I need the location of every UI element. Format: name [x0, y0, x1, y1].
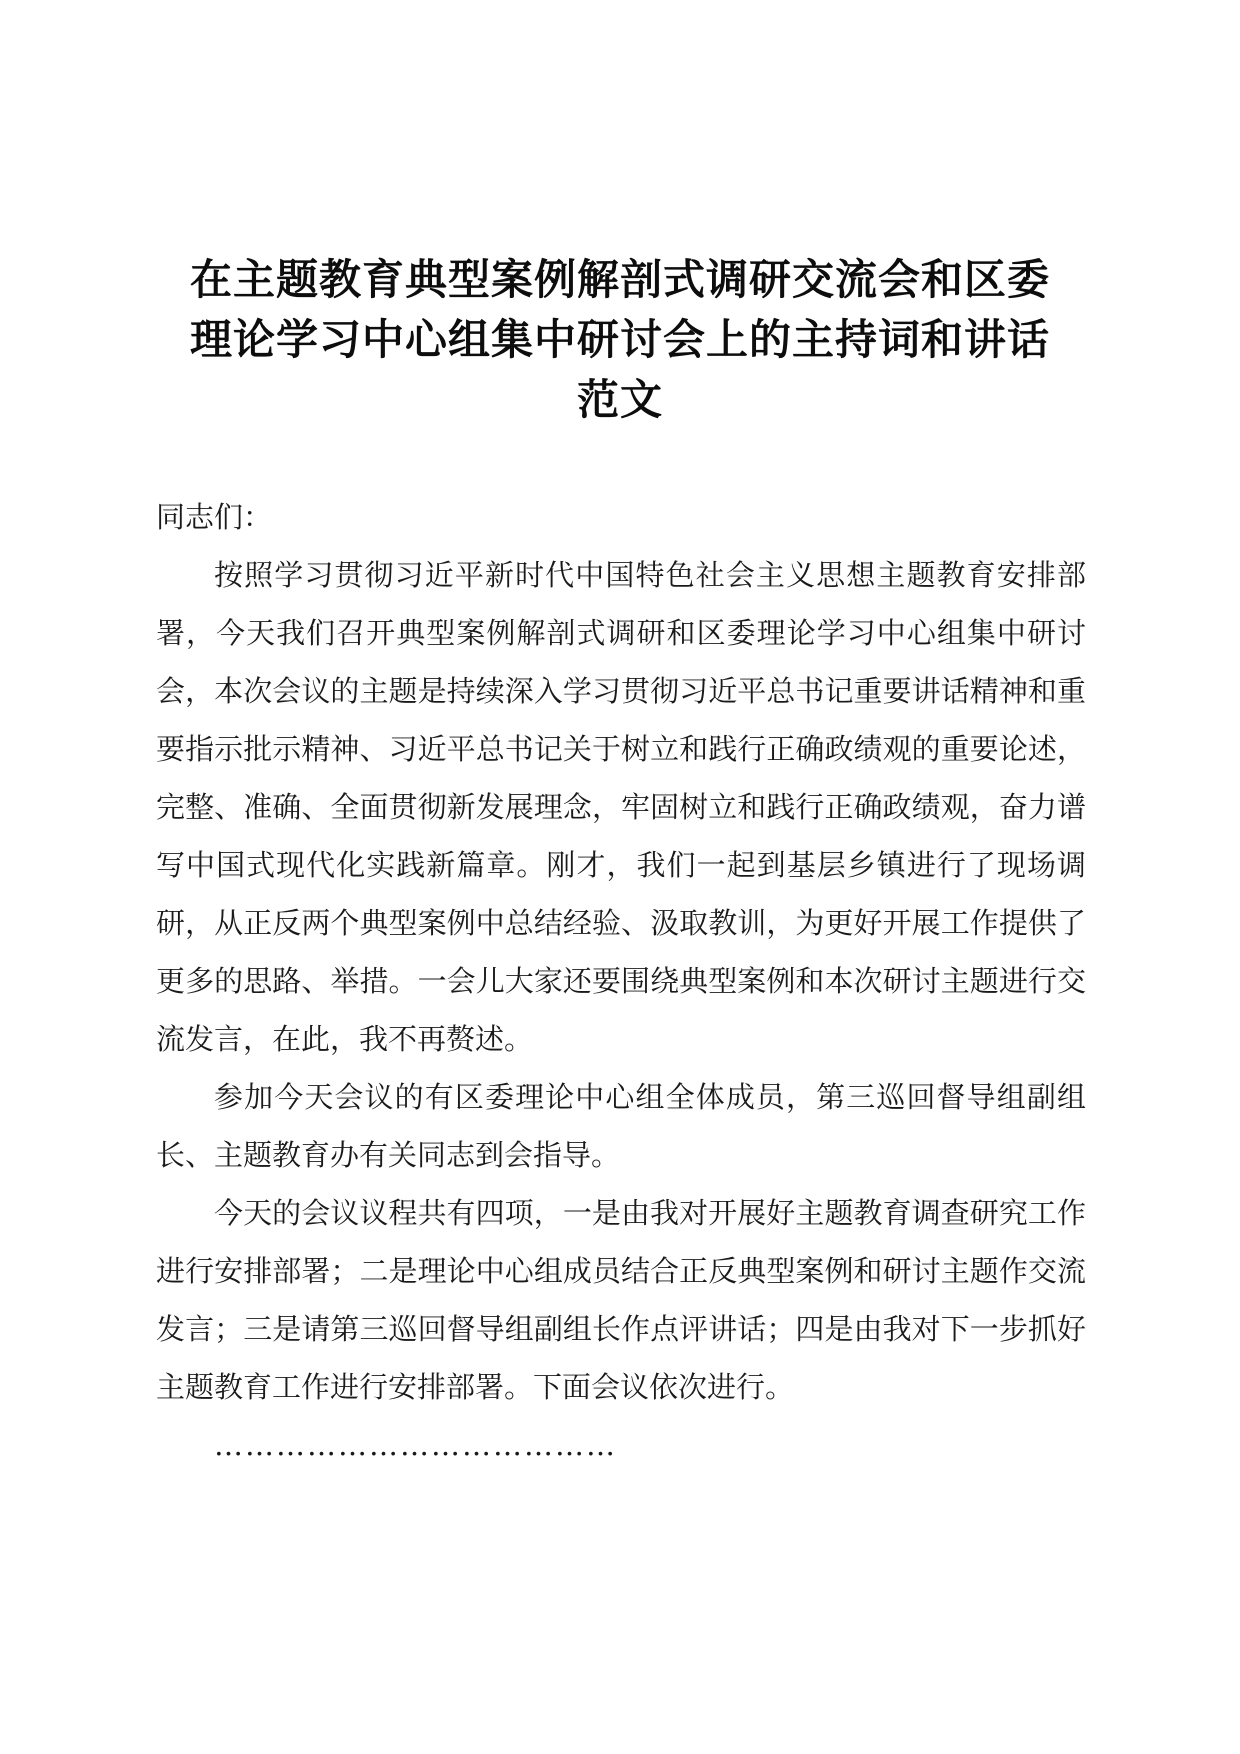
document-title: [150, 250, 1090, 430]
document-body: [156, 488, 1086, 1474]
paragraph-agenda: 今天的会议议程共有四项，一是由我对开展好主题教育调查研究工作进行安排部署；二是理论中心组成员结合正反典型案例和研讨主题作交流发言；三是请第三巡回督导组副组长作点评讲话；四是由我对下一步抓好主题教育工作进行安排部署。下面会议依次进行。: [156, 1196, 1086, 1404]
paragraph-intro: 按照学习贯彻习近平新时代中国特色社会主义思想主题教育安排部署，今天我们召开典型案例解剖式调研和区委理论学习中心组集中研讨会，本次会议的主题是持续深入学习贯彻习近平总书记重要讲话精神和重要指示批示精神、习近平总书记关于树立和践行正确政绩观的重要论述，完整、准确、全面贯彻新发展理念，牢固树立和践行正确政绩观，奋力谱写中国式现代化实践新篇章。刚才，我们一起到基层乡镇进行了现场调研，从正反两个典型案例中总结经验、汲取教训，为更好开展工作提供了更多的思路、举措。一会儿大家还要围绕典型案例和本次研讨主题进行交流发言，在此，我不再赘述。: [156, 558, 1086, 1056]
title-line-3: 范文: [576, 375, 663, 424]
ellipsis-line: …………………………………: [214, 1428, 617, 1462]
paragraph-attendees: 参加今天会议的有区委理论中心组全体成员，第三巡回督导组副组长、主题教育办有关同志到会指导。: [156, 1080, 1086, 1172]
title-line-1: 在主题教育典型案例解剖式调研交流会和区委: [189, 255, 1050, 304]
salutation: 同志们：: [156, 500, 273, 534]
title-line-2: 理论学习中心组集中研讨会上的主持词和讲话: [189, 315, 1050, 364]
